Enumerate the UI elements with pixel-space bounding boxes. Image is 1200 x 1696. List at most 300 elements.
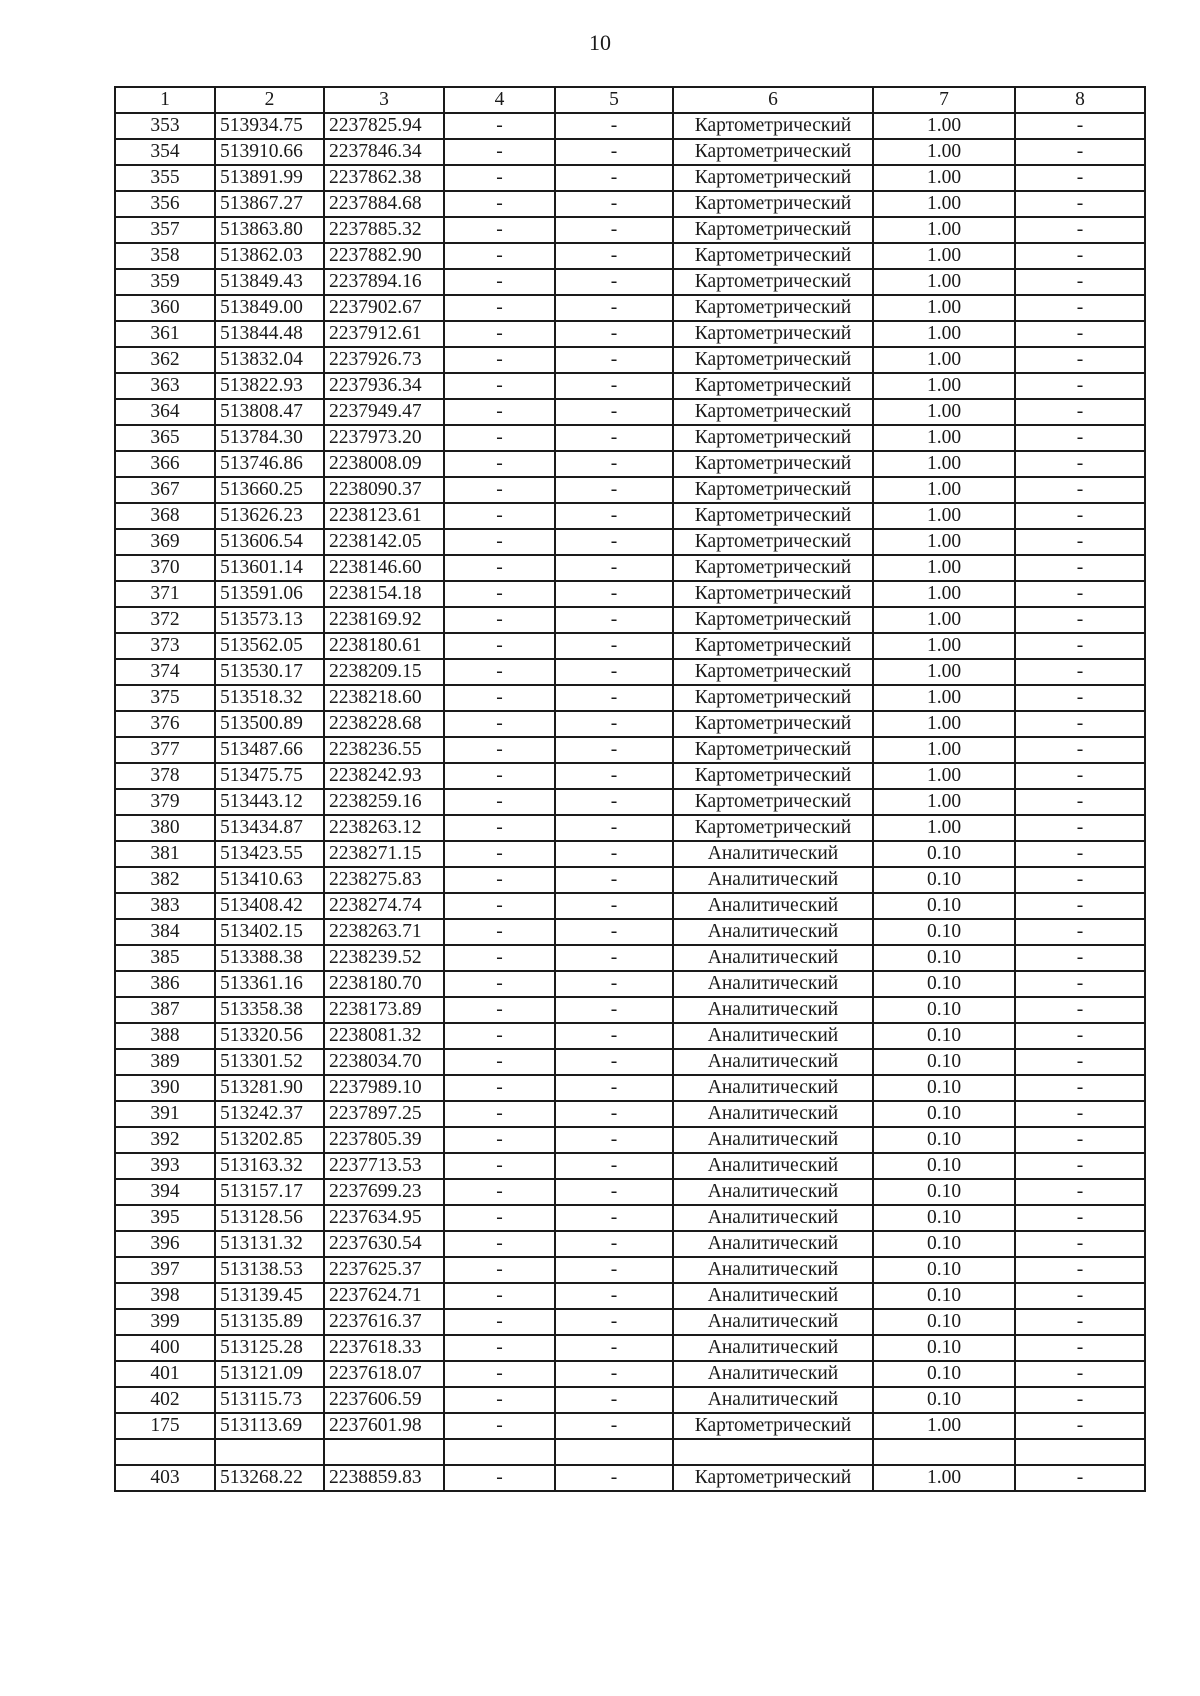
method-cell: Картометрический bbox=[673, 789, 873, 815]
table-row bbox=[115, 503, 1145, 529]
col8-cell: - bbox=[1015, 1413, 1145, 1439]
x-coordinate-cell: 513862.03 bbox=[215, 243, 324, 269]
method-cell: Аналитический bbox=[673, 1335, 873, 1361]
table-row bbox=[115, 1179, 1145, 1205]
table-row bbox=[115, 373, 1145, 399]
col4-cell: - bbox=[444, 581, 555, 607]
col5-cell: - bbox=[555, 763, 673, 789]
col4-cell: - bbox=[444, 165, 555, 191]
table-row bbox=[115, 477, 1145, 503]
accuracy-cell: 1.00 bbox=[873, 581, 1015, 607]
x-coordinate-cell: 513281.90 bbox=[215, 1075, 324, 1101]
y-coordinate-cell: 2238263.71 bbox=[324, 919, 444, 945]
x-coordinate-cell: 513784.30 bbox=[215, 425, 324, 451]
col5-cell: - bbox=[555, 1387, 673, 1413]
y-coordinate-cell: 2237618.33 bbox=[324, 1335, 444, 1361]
table-row bbox=[115, 1049, 1145, 1075]
table-row bbox=[115, 867, 1145, 893]
col8-cell: - bbox=[1015, 1231, 1145, 1257]
y-coordinate-cell bbox=[324, 1439, 444, 1465]
col5-cell: - bbox=[555, 1101, 673, 1127]
col8-cell: - bbox=[1015, 1205, 1145, 1231]
table-row bbox=[115, 1283, 1145, 1309]
col4-cell: - bbox=[444, 113, 555, 139]
x-coordinate-cell: 513891.99 bbox=[215, 165, 324, 191]
y-coordinate-cell: 2238271.15 bbox=[324, 841, 444, 867]
table-row bbox=[115, 1257, 1145, 1283]
point-number-cell: 387 bbox=[115, 997, 215, 1023]
col5-cell: - bbox=[555, 867, 673, 893]
x-coordinate-cell: 513301.52 bbox=[215, 1049, 324, 1075]
col8-cell: - bbox=[1015, 113, 1145, 139]
x-coordinate-cell: 513157.17 bbox=[215, 1179, 324, 1205]
col8-cell bbox=[1015, 1439, 1145, 1465]
y-coordinate-cell: 2238081.32 bbox=[324, 1023, 444, 1049]
point-number-cell: 400 bbox=[115, 1335, 215, 1361]
x-coordinate-cell: 513320.56 bbox=[215, 1023, 324, 1049]
x-coordinate-cell: 513268.22 bbox=[215, 1465, 324, 1491]
accuracy-cell: 0.10 bbox=[873, 945, 1015, 971]
y-coordinate-cell: 2238239.52 bbox=[324, 945, 444, 971]
x-coordinate-cell: 513573.13 bbox=[215, 607, 324, 633]
col8-cell: - bbox=[1015, 867, 1145, 893]
y-coordinate-cell: 2238154.18 bbox=[324, 581, 444, 607]
y-coordinate-cell: 2237894.16 bbox=[324, 269, 444, 295]
col5-cell: - bbox=[555, 815, 673, 841]
col5-cell: - bbox=[555, 685, 673, 711]
point-number-cell: 368 bbox=[115, 503, 215, 529]
y-coordinate-cell: 2238008.09 bbox=[324, 451, 444, 477]
col5-cell: - bbox=[555, 1179, 673, 1205]
table-row bbox=[115, 1075, 1145, 1101]
y-coordinate-cell: 2238275.83 bbox=[324, 867, 444, 893]
point-number-cell: 380 bbox=[115, 815, 215, 841]
col8-cell: - bbox=[1015, 789, 1145, 815]
point-number-cell: 381 bbox=[115, 841, 215, 867]
x-coordinate-cell: 513113.69 bbox=[215, 1413, 324, 1439]
col5-cell: - bbox=[555, 113, 673, 139]
y-coordinate-cell: 2238859.83 bbox=[324, 1465, 444, 1491]
point-number-cell: 355 bbox=[115, 165, 215, 191]
col5-cell: - bbox=[555, 165, 673, 191]
col8-cell: - bbox=[1015, 1075, 1145, 1101]
x-coordinate-cell: 513844.48 bbox=[215, 321, 324, 347]
col8-cell: - bbox=[1015, 893, 1145, 919]
method-cell: Аналитический bbox=[673, 1309, 873, 1335]
point-number-cell: 360 bbox=[115, 295, 215, 321]
table-row bbox=[115, 191, 1145, 217]
accuracy-cell: 1.00 bbox=[873, 373, 1015, 399]
y-coordinate-cell: 2238169.92 bbox=[324, 607, 444, 633]
method-cell bbox=[673, 1439, 873, 1465]
col8-cell: - bbox=[1015, 1023, 1145, 1049]
method-cell: Картометрический bbox=[673, 269, 873, 295]
accuracy-cell: 0.10 bbox=[873, 1361, 1015, 1387]
header-cell-3: 3 bbox=[324, 87, 444, 113]
col5-cell: - bbox=[555, 451, 673, 477]
col8-cell: - bbox=[1015, 373, 1145, 399]
col8-cell: - bbox=[1015, 191, 1145, 217]
accuracy-cell: 1.00 bbox=[873, 737, 1015, 763]
point-number-cell: 376 bbox=[115, 711, 215, 737]
col5-cell: - bbox=[555, 789, 673, 815]
table-row bbox=[115, 997, 1145, 1023]
col8-cell: - bbox=[1015, 607, 1145, 633]
point-number-cell: 378 bbox=[115, 763, 215, 789]
table-row bbox=[115, 217, 1145, 243]
method-cell: Картометрический bbox=[673, 737, 873, 763]
method-cell: Аналитический bbox=[673, 1257, 873, 1283]
col4-cell: - bbox=[444, 191, 555, 217]
y-coordinate-cell: 2237926.73 bbox=[324, 347, 444, 373]
col4-cell: - bbox=[444, 1257, 555, 1283]
x-coordinate-cell: 513125.28 bbox=[215, 1335, 324, 1361]
x-coordinate-cell: 513128.56 bbox=[215, 1205, 324, 1231]
col5-cell: - bbox=[555, 841, 673, 867]
accuracy-cell: 0.10 bbox=[873, 1075, 1015, 1101]
point-number-cell: 373 bbox=[115, 633, 215, 659]
accuracy-cell: 1.00 bbox=[873, 399, 1015, 425]
y-coordinate-cell: 2237713.53 bbox=[324, 1153, 444, 1179]
accuracy-cell: 1.00 bbox=[873, 477, 1015, 503]
y-coordinate-cell: 2237618.07 bbox=[324, 1361, 444, 1387]
accuracy-cell: 0.10 bbox=[873, 1335, 1015, 1361]
col4-cell: - bbox=[444, 1179, 555, 1205]
y-coordinate-cell: 2237601.98 bbox=[324, 1413, 444, 1439]
x-coordinate-cell: 513849.43 bbox=[215, 269, 324, 295]
point-number-cell: 397 bbox=[115, 1257, 215, 1283]
accuracy-cell: 1.00 bbox=[873, 607, 1015, 633]
accuracy-cell: 1.00 bbox=[873, 529, 1015, 555]
method-cell: Картометрический bbox=[673, 139, 873, 165]
method-cell: Аналитический bbox=[673, 1387, 873, 1413]
x-coordinate-cell: 513822.93 bbox=[215, 373, 324, 399]
col5-cell: - bbox=[555, 1283, 673, 1309]
table-row bbox=[115, 1023, 1145, 1049]
col4-cell: - bbox=[444, 1413, 555, 1439]
accuracy-cell: 0.10 bbox=[873, 1179, 1015, 1205]
col4-cell: - bbox=[444, 1153, 555, 1179]
y-coordinate-cell: 2238146.60 bbox=[324, 555, 444, 581]
accuracy-cell: 0.10 bbox=[873, 1257, 1015, 1283]
col5-cell: - bbox=[555, 971, 673, 997]
col8-cell: - bbox=[1015, 425, 1145, 451]
col8-cell: - bbox=[1015, 1153, 1145, 1179]
col4-cell: - bbox=[444, 1283, 555, 1309]
x-coordinate-cell: 513202.85 bbox=[215, 1127, 324, 1153]
accuracy-cell: 1.00 bbox=[873, 1413, 1015, 1439]
col4-cell: - bbox=[444, 1335, 555, 1361]
table-row bbox=[115, 1335, 1145, 1361]
table-row bbox=[115, 763, 1145, 789]
point-number-cell: 369 bbox=[115, 529, 215, 555]
col8-cell: - bbox=[1015, 1335, 1145, 1361]
method-cell: Аналитический bbox=[673, 919, 873, 945]
table-row bbox=[115, 113, 1145, 139]
accuracy-cell: 1.00 bbox=[873, 191, 1015, 217]
y-coordinate-cell: 2237805.39 bbox=[324, 1127, 444, 1153]
point-number-cell: 388 bbox=[115, 1023, 215, 1049]
col5-cell: - bbox=[555, 1465, 673, 1491]
col4-cell: - bbox=[444, 607, 555, 633]
x-coordinate-cell: 513500.89 bbox=[215, 711, 324, 737]
col4-cell: - bbox=[444, 763, 555, 789]
y-coordinate-cell: 2237630.54 bbox=[324, 1231, 444, 1257]
method-cell: Аналитический bbox=[673, 1127, 873, 1153]
header-cell-7: 7 bbox=[873, 87, 1015, 113]
method-cell: Аналитический bbox=[673, 945, 873, 971]
point-number-cell: 365 bbox=[115, 425, 215, 451]
col4-cell: - bbox=[444, 789, 555, 815]
col4-cell: - bbox=[444, 685, 555, 711]
col4-cell: - bbox=[444, 1205, 555, 1231]
point-number-cell: 361 bbox=[115, 321, 215, 347]
col8-cell: - bbox=[1015, 139, 1145, 165]
col5-cell: - bbox=[555, 607, 673, 633]
method-cell: Аналитический bbox=[673, 1153, 873, 1179]
col5-cell: - bbox=[555, 1153, 673, 1179]
x-coordinate-cell: 513163.32 bbox=[215, 1153, 324, 1179]
table-row bbox=[115, 607, 1145, 633]
method-cell: Аналитический bbox=[673, 1179, 873, 1205]
header-cell-8: 8 bbox=[1015, 87, 1145, 113]
col4-cell: - bbox=[444, 971, 555, 997]
method-cell: Картометрический bbox=[673, 373, 873, 399]
point-number-cell: 366 bbox=[115, 451, 215, 477]
method-cell: Картометрический bbox=[673, 581, 873, 607]
col8-cell: - bbox=[1015, 529, 1145, 555]
col4-cell: - bbox=[444, 477, 555, 503]
accuracy-cell: 0.10 bbox=[873, 841, 1015, 867]
method-cell: Картометрический bbox=[673, 425, 873, 451]
table-row bbox=[115, 139, 1145, 165]
method-cell: Картометрический bbox=[673, 815, 873, 841]
accuracy-cell: 1.00 bbox=[873, 789, 1015, 815]
col4-cell: - bbox=[444, 997, 555, 1023]
point-number-cell: 353 bbox=[115, 113, 215, 139]
col8-cell: - bbox=[1015, 217, 1145, 243]
table-row bbox=[115, 1465, 1145, 1491]
y-coordinate-cell: 2238263.12 bbox=[324, 815, 444, 841]
col4-cell: - bbox=[444, 815, 555, 841]
y-coordinate-cell: 2238228.68 bbox=[324, 711, 444, 737]
col8-cell: - bbox=[1015, 1465, 1145, 1491]
col4-cell: - bbox=[444, 295, 555, 321]
accuracy-cell: 1.00 bbox=[873, 295, 1015, 321]
method-cell: Картометрический bbox=[673, 685, 873, 711]
accuracy-cell: 0.10 bbox=[873, 1023, 1015, 1049]
accuracy-cell: 1.00 bbox=[873, 451, 1015, 477]
accuracy-cell: 0.10 bbox=[873, 1387, 1015, 1413]
col5-cell: - bbox=[555, 503, 673, 529]
col5-cell: - bbox=[555, 711, 673, 737]
col5-cell: - bbox=[555, 555, 673, 581]
method-cell: Картометрический bbox=[673, 763, 873, 789]
col8-cell: - bbox=[1015, 503, 1145, 529]
accuracy-cell: 1.00 bbox=[873, 269, 1015, 295]
method-cell: Аналитический bbox=[673, 971, 873, 997]
y-coordinate-cell: 2237884.68 bbox=[324, 191, 444, 217]
col8-cell: - bbox=[1015, 1361, 1145, 1387]
accuracy-cell: 1.00 bbox=[873, 503, 1015, 529]
method-cell: Аналитический bbox=[673, 1075, 873, 1101]
point-number-cell bbox=[115, 1439, 215, 1465]
y-coordinate-cell: 2237616.37 bbox=[324, 1309, 444, 1335]
col4-cell: - bbox=[444, 841, 555, 867]
point-number-cell: 358 bbox=[115, 243, 215, 269]
y-coordinate-cell: 2237882.90 bbox=[324, 243, 444, 269]
method-cell: Картометрический bbox=[673, 1413, 873, 1439]
method-cell: Картометрический bbox=[673, 217, 873, 243]
col5-cell: - bbox=[555, 269, 673, 295]
x-coordinate-cell: 513402.15 bbox=[215, 919, 324, 945]
col5-cell: - bbox=[555, 1335, 673, 1361]
x-coordinate-cell: 513591.06 bbox=[215, 581, 324, 607]
y-coordinate-cell: 2237989.10 bbox=[324, 1075, 444, 1101]
col8-cell: - bbox=[1015, 555, 1145, 581]
col4-cell: - bbox=[444, 321, 555, 347]
coordinates-table bbox=[114, 86, 1146, 1492]
col8-cell: - bbox=[1015, 1049, 1145, 1075]
y-coordinate-cell: 2237949.47 bbox=[324, 399, 444, 425]
table-row bbox=[115, 243, 1145, 269]
point-number-cell: 389 bbox=[115, 1049, 215, 1075]
accuracy-cell: 1.00 bbox=[873, 659, 1015, 685]
x-coordinate-cell: 513832.04 bbox=[215, 347, 324, 373]
table-row bbox=[115, 893, 1145, 919]
table-row bbox=[115, 529, 1145, 555]
x-coordinate-cell: 513867.27 bbox=[215, 191, 324, 217]
point-number-cell: 375 bbox=[115, 685, 215, 711]
col4-cell: - bbox=[444, 217, 555, 243]
y-coordinate-cell: 2238090.37 bbox=[324, 477, 444, 503]
table-row bbox=[115, 711, 1145, 737]
method-cell: Аналитический bbox=[673, 1101, 873, 1127]
col5-cell: - bbox=[555, 1023, 673, 1049]
table-row bbox=[115, 945, 1145, 971]
col5-cell: - bbox=[555, 477, 673, 503]
col8-cell: - bbox=[1015, 841, 1145, 867]
col8-cell: - bbox=[1015, 1127, 1145, 1153]
col8-cell: - bbox=[1015, 1309, 1145, 1335]
col4-cell: - bbox=[444, 373, 555, 399]
y-coordinate-cell: 2238180.70 bbox=[324, 971, 444, 997]
table-row bbox=[115, 581, 1145, 607]
point-number-cell: 175 bbox=[115, 1413, 215, 1439]
table-row bbox=[115, 919, 1145, 945]
col4-cell: - bbox=[444, 269, 555, 295]
accuracy-cell: 1.00 bbox=[873, 555, 1015, 581]
col5-cell: - bbox=[555, 425, 673, 451]
col4-cell: - bbox=[444, 945, 555, 971]
header-cell-1: 1 bbox=[115, 87, 215, 113]
header-cell-6: 6 bbox=[673, 87, 873, 113]
x-coordinate-cell: 513410.63 bbox=[215, 867, 324, 893]
y-coordinate-cell: 2238209.15 bbox=[324, 659, 444, 685]
method-cell: Аналитический bbox=[673, 893, 873, 919]
y-coordinate-cell: 2237897.25 bbox=[324, 1101, 444, 1127]
method-cell: Картометрический bbox=[673, 555, 873, 581]
table-row bbox=[115, 1153, 1145, 1179]
method-cell: Картометрический bbox=[673, 321, 873, 347]
table-row bbox=[115, 659, 1145, 685]
col4-cell: - bbox=[444, 1387, 555, 1413]
accuracy-cell: 1.00 bbox=[873, 763, 1015, 789]
accuracy-cell bbox=[873, 1439, 1015, 1465]
table-row bbox=[115, 1361, 1145, 1387]
x-coordinate-cell: 513138.53 bbox=[215, 1257, 324, 1283]
method-cell: Картометрический bbox=[673, 451, 873, 477]
y-coordinate-cell: 2238218.60 bbox=[324, 685, 444, 711]
table-row bbox=[115, 321, 1145, 347]
table-row bbox=[115, 555, 1145, 581]
x-coordinate-cell: 513475.75 bbox=[215, 763, 324, 789]
col8-cell: - bbox=[1015, 997, 1145, 1023]
accuracy-cell: 1.00 bbox=[873, 425, 1015, 451]
point-number-cell: 370 bbox=[115, 555, 215, 581]
col8-cell: - bbox=[1015, 295, 1145, 321]
x-coordinate-cell: 513601.14 bbox=[215, 555, 324, 581]
y-coordinate-cell: 2238236.55 bbox=[324, 737, 444, 763]
col5-cell: - bbox=[555, 191, 673, 217]
y-coordinate-cell: 2238173.89 bbox=[324, 997, 444, 1023]
y-coordinate-cell: 2238180.61 bbox=[324, 633, 444, 659]
y-coordinate-cell: 2237902.67 bbox=[324, 295, 444, 321]
col5-cell: - bbox=[555, 139, 673, 165]
accuracy-cell: 0.10 bbox=[873, 893, 1015, 919]
accuracy-cell: 0.10 bbox=[873, 971, 1015, 997]
y-coordinate-cell: 2238123.61 bbox=[324, 503, 444, 529]
table-row bbox=[115, 425, 1145, 451]
col4-cell: - bbox=[444, 1075, 555, 1101]
accuracy-cell: 1.00 bbox=[873, 165, 1015, 191]
col4-cell: - bbox=[444, 1049, 555, 1075]
col5-cell: - bbox=[555, 659, 673, 685]
method-cell: Картометрический bbox=[673, 165, 873, 191]
col5-cell: - bbox=[555, 945, 673, 971]
x-coordinate-cell: 513934.75 bbox=[215, 113, 324, 139]
col5-cell: - bbox=[555, 217, 673, 243]
x-coordinate-cell: 513121.09 bbox=[215, 1361, 324, 1387]
x-coordinate-cell: 513746.86 bbox=[215, 451, 324, 477]
point-number-cell: 377 bbox=[115, 737, 215, 763]
col4-cell: - bbox=[444, 711, 555, 737]
method-cell: Картометрический bbox=[673, 633, 873, 659]
y-coordinate-cell: 2237846.34 bbox=[324, 139, 444, 165]
x-coordinate-cell: 513408.42 bbox=[215, 893, 324, 919]
x-coordinate-cell: 513849.00 bbox=[215, 295, 324, 321]
y-coordinate-cell: 2237912.61 bbox=[324, 321, 444, 347]
col5-cell: - bbox=[555, 295, 673, 321]
col4-cell bbox=[444, 1439, 555, 1465]
point-number-cell: 363 bbox=[115, 373, 215, 399]
accuracy-cell: 0.10 bbox=[873, 1049, 1015, 1075]
method-cell: Аналитический bbox=[673, 1283, 873, 1309]
col4-cell: - bbox=[444, 503, 555, 529]
y-coordinate-cell: 2237634.95 bbox=[324, 1205, 444, 1231]
col8-cell: - bbox=[1015, 919, 1145, 945]
y-coordinate-cell: 2237885.32 bbox=[324, 217, 444, 243]
col8-cell: - bbox=[1015, 633, 1145, 659]
method-cell: Картометрический bbox=[673, 243, 873, 269]
point-number-cell: 356 bbox=[115, 191, 215, 217]
col5-cell: - bbox=[555, 1413, 673, 1439]
y-coordinate-cell: 2237625.37 bbox=[324, 1257, 444, 1283]
table-row bbox=[115, 1413, 1145, 1439]
col8-cell: - bbox=[1015, 243, 1145, 269]
x-coordinate-cell bbox=[215, 1439, 324, 1465]
col4-cell: - bbox=[444, 1127, 555, 1153]
